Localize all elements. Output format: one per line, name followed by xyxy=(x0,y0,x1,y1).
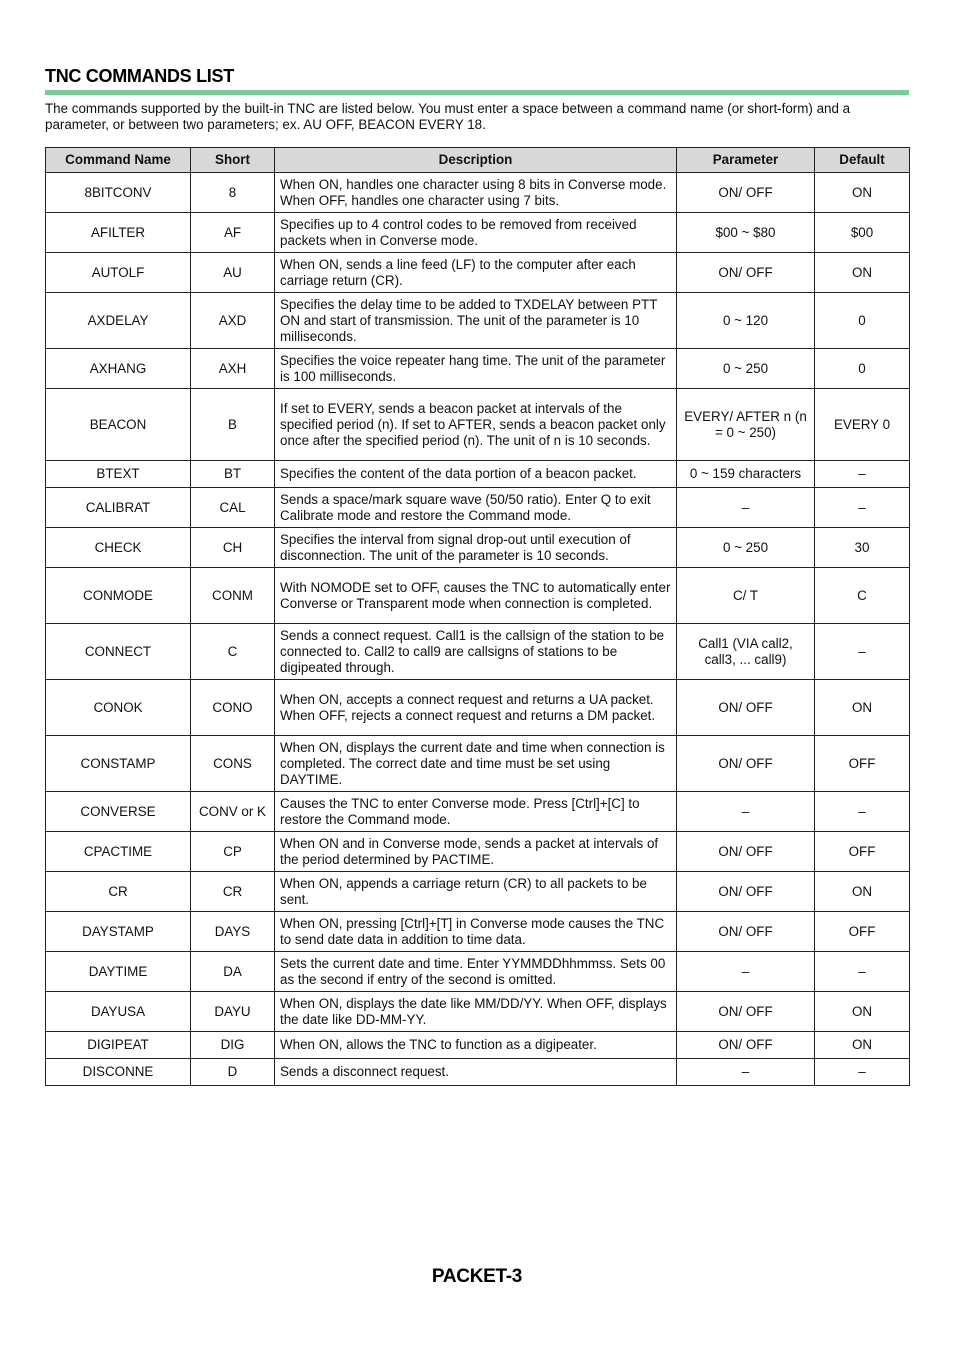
header-description: Description xyxy=(275,148,677,173)
cell-command-name: CHECK xyxy=(46,528,191,568)
cell-default: ON xyxy=(815,680,910,736)
table-row xyxy=(46,213,910,253)
table-row xyxy=(46,389,910,461)
table-row xyxy=(46,528,910,568)
cell-short: DAYU xyxy=(191,992,275,1032)
table-row xyxy=(46,293,910,349)
cell-parameter: 0 ~ 250 xyxy=(677,528,815,568)
cell-parameter: $00 ~ $80 xyxy=(677,213,815,253)
cell-description: When ON, sends a line feed (LF) to the computer after each carriage return (CR). xyxy=(275,253,677,293)
table-row xyxy=(46,872,910,912)
cell-description: Specifies the delay time to be added to TXDELAY between PTT ON and start of transmission. The unit of the parameter is 10 milliseconds. xyxy=(275,293,677,349)
cell-default: OFF xyxy=(815,736,910,792)
cell-command-name: BTEXT xyxy=(46,461,191,488)
cell-default: – xyxy=(815,461,910,488)
cell-default: ON xyxy=(815,872,910,912)
cell-parameter: ON/ OFF xyxy=(677,1032,815,1059)
cell-command-name: DAYSTAMP xyxy=(46,912,191,952)
cell-command-name: AXHANG xyxy=(46,349,191,389)
cell-command-name: AUTOLF xyxy=(46,253,191,293)
cell-description: When ON, pressing [Ctrl]+[T] in Converse mode causes the TNC to send date data in addition to time data. xyxy=(275,912,677,952)
cell-short: CONS xyxy=(191,736,275,792)
cell-description: Causes the TNC to enter Converse mode. Press [Ctrl]+[C] to restore the Command mode. xyxy=(275,792,677,832)
cell-parameter: 0 ~ 250 xyxy=(677,349,815,389)
cell-default: $00 xyxy=(815,213,910,253)
cell-command-name: BEACON xyxy=(46,389,191,461)
cell-parameter: ON/ OFF xyxy=(677,872,815,912)
cell-parameter: 0 ~ 159 characters xyxy=(677,461,815,488)
cell-command-name: CONSTAMP xyxy=(46,736,191,792)
cell-default: EVERY 0 xyxy=(815,389,910,461)
cell-parameter: ON/ OFF xyxy=(677,173,815,213)
cell-description: Sends a disconnect request. xyxy=(275,1059,677,1086)
cell-description: When ON, displays the date like MM/DD/YY. When OFF, displays the date like DD-MM-YY. xyxy=(275,992,677,1032)
cell-default: ON xyxy=(815,253,910,293)
header-parameter: Parameter xyxy=(677,148,815,173)
cell-parameter: – xyxy=(677,1059,815,1086)
cell-default: C xyxy=(815,568,910,624)
cell-description: Specifies the voice repeater hang time. The unit of the parameter is 100 milliseconds. xyxy=(275,349,677,389)
cell-description: When ON, appends a carriage return (CR) to all packets to be sent. xyxy=(275,872,677,912)
cell-command-name: CPACTIME xyxy=(46,832,191,872)
cell-parameter: ON/ OFF xyxy=(677,253,815,293)
cell-short: CONM xyxy=(191,568,275,624)
cell-command-name: CONMODE xyxy=(46,568,191,624)
cell-short: CAL xyxy=(191,488,275,528)
table-row xyxy=(46,461,910,488)
table-header-row xyxy=(46,148,910,173)
cell-description: Sends a space/mark square wave (50/50 ratio). Enter Q to exit Calibrate mode and restore the Command mode. xyxy=(275,488,677,528)
cell-short: C xyxy=(191,624,275,680)
cell-parameter: ON/ OFF xyxy=(677,912,815,952)
cell-short: DIG xyxy=(191,1032,275,1059)
cell-default: OFF xyxy=(815,832,910,872)
cell-parameter: ON/ OFF xyxy=(677,736,815,792)
cell-command-name: DISCONNE xyxy=(46,1059,191,1086)
cell-parameter: – xyxy=(677,952,815,992)
table-row xyxy=(46,349,910,389)
cell-parameter: Call1 (VIA call2, call3, ... call9) xyxy=(677,624,815,680)
cell-default: ON xyxy=(815,1032,910,1059)
cell-command-name: DAYUSA xyxy=(46,992,191,1032)
cell-parameter: – xyxy=(677,488,815,528)
table-row xyxy=(46,1032,910,1059)
cell-default: 0 xyxy=(815,349,910,389)
table-row xyxy=(46,736,910,792)
cell-parameter: EVERY/ AFTER n (n = 0 ~ 250) xyxy=(677,389,815,461)
table-row xyxy=(46,488,910,528)
cell-description: Specifies the content of the data portion of a beacon packet. xyxy=(275,461,677,488)
cell-command-name: CONOK xyxy=(46,680,191,736)
table-row xyxy=(46,253,910,293)
cell-short: 8 xyxy=(191,173,275,213)
cell-default: – xyxy=(815,952,910,992)
table-row xyxy=(46,832,910,872)
cell-short: CONO xyxy=(191,680,275,736)
table-row xyxy=(46,173,910,213)
cell-default: ON xyxy=(815,173,910,213)
page-footer: PACKET-3 xyxy=(431,1266,523,1287)
cell-description: Specifies up to 4 control codes to be removed from received packets when in Converse mode. xyxy=(275,213,677,253)
cell-command-name: CR xyxy=(46,872,191,912)
cell-short: AXH xyxy=(191,349,275,389)
table-row xyxy=(46,792,910,832)
cell-default: 30 xyxy=(815,528,910,568)
cell-default: – xyxy=(815,488,910,528)
cell-short: DAYS xyxy=(191,912,275,952)
commands-table xyxy=(45,147,910,1086)
header-default: Default xyxy=(815,148,910,173)
table-row xyxy=(46,952,910,992)
cell-default: – xyxy=(815,1059,910,1086)
table-row xyxy=(46,624,910,680)
cell-short: DA xyxy=(191,952,275,992)
section-title: TNC COMMANDS LIST xyxy=(45,66,234,86)
cell-default: OFF xyxy=(815,912,910,952)
cell-short: B xyxy=(191,389,275,461)
table-row xyxy=(46,912,910,952)
cell-command-name: DAYTIME xyxy=(46,952,191,992)
cell-parameter: C/ T xyxy=(677,568,815,624)
cell-command-name: CALIBRAT xyxy=(46,488,191,528)
cell-parameter: ON/ OFF xyxy=(677,680,815,736)
cell-default: – xyxy=(815,624,910,680)
cell-default: ON xyxy=(815,992,910,1032)
cell-short: CH xyxy=(191,528,275,568)
cell-description: Specifies the interval from signal drop-out until execution of disconnection. The unit of the parameter is 10 seconds. xyxy=(275,528,677,568)
table-row xyxy=(46,1059,910,1086)
cell-short: AU xyxy=(191,253,275,293)
cell-command-name: AFILTER xyxy=(46,213,191,253)
cell-description: When ON, handles one character using 8 bits in Converse mode. When OFF, handles one character using 7 bits. xyxy=(275,173,677,213)
cell-description: Sends a connect request. Call1 is the callsign of the station to be connected to. Call2 to call9 are callsigns of stations to be digipeated through. xyxy=(275,624,677,680)
cell-description: When ON, accepts a connect request and returns a UA packet. When OFF, rejects a connect request and returns a DM packet. xyxy=(275,680,677,736)
cell-command-name: DIGIPEAT xyxy=(46,1032,191,1059)
intro-paragraph: The commands supported by the built-in TNC are listed below. You must enter a space between a command name (or short-form) and a parameter, or between two parameters; ex. AU OFF, BEACON EVERY 18. xyxy=(45,101,851,132)
cell-command-name: CONNECT xyxy=(46,624,191,680)
cell-short: CP xyxy=(191,832,275,872)
cell-short: AF xyxy=(191,213,275,253)
cell-short: BT xyxy=(191,461,275,488)
cell-description: With NOMODE set to OFF, causes the TNC to automatically enter Converse or Transparent mode when connection is completed. xyxy=(275,568,677,624)
cell-short: AXD xyxy=(191,293,275,349)
cell-description: Sets the current date and time. Enter YYMMDDhhmmss. Sets 00 as the second if entry of the second is omitted. xyxy=(275,952,677,992)
cell-command-name: CONVERSE xyxy=(46,792,191,832)
header-command-name: Command Name xyxy=(46,148,191,173)
cell-parameter: – xyxy=(677,792,815,832)
cell-command-name: 8BITCONV xyxy=(46,173,191,213)
cell-short: D xyxy=(191,1059,275,1086)
cell-command-name: AXDELAY xyxy=(46,293,191,349)
cell-description: When ON, allows the TNC to function as a digipeater. xyxy=(275,1032,677,1059)
cell-parameter: ON/ OFF xyxy=(677,832,815,872)
table-row xyxy=(46,992,910,1032)
cell-description: When ON and in Converse mode, sends a packet at intervals of the period determined by PACTIME. xyxy=(275,832,677,872)
table-row xyxy=(46,680,910,736)
cell-description: If set to EVERY, sends a beacon packet at intervals of the specified period (n). If set to AFTER, sends a beacon packet only once after the specified period (n). The unit of n is 10 seconds. xyxy=(275,389,677,461)
cell-default: 0 xyxy=(815,293,910,349)
cell-short: CR xyxy=(191,872,275,912)
table-row xyxy=(46,568,910,624)
title-rule xyxy=(45,90,909,95)
cell-description: When ON, displays the current date and time when connection is completed. The correct date and time must be set using DAYTIME. xyxy=(275,736,677,792)
cell-parameter: 0 ~ 120 xyxy=(677,293,815,349)
cell-short: CONV or K xyxy=(191,792,275,832)
header-short: Short xyxy=(191,148,275,173)
cell-default: – xyxy=(815,792,910,832)
cell-parameter: ON/ OFF xyxy=(677,992,815,1032)
